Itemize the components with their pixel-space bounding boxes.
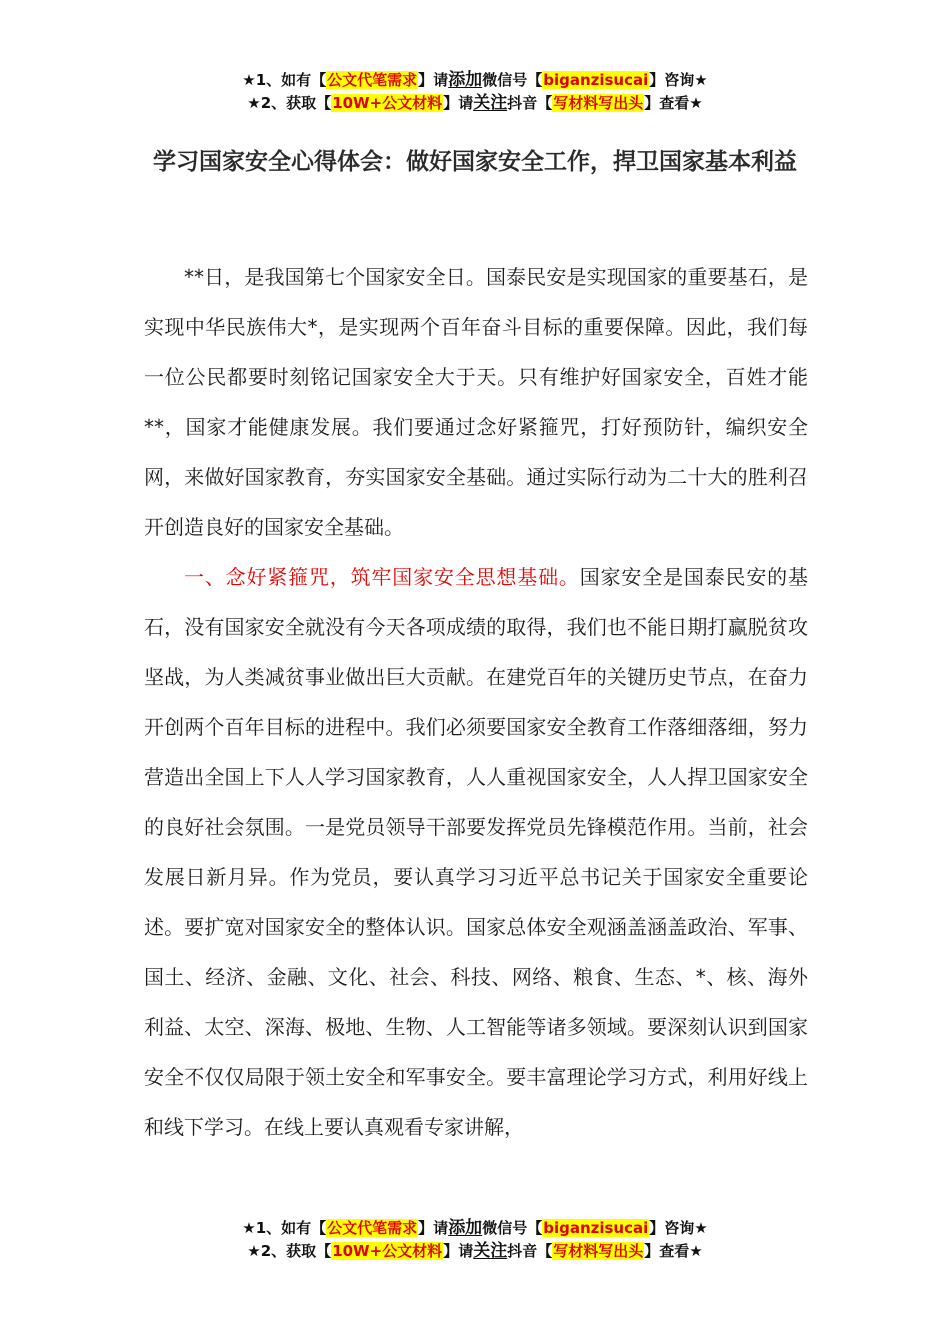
banner-line-2 bbox=[0, 1240, 950, 1263]
banner-line-2 bbox=[0, 92, 950, 115]
banner-line-1 bbox=[0, 1217, 950, 1240]
banner-text: 】请 bbox=[418, 1219, 449, 1237]
banner-emphasis: 关注 bbox=[473, 1241, 508, 1261]
banner-emphasis: 关注 bbox=[473, 93, 508, 113]
banner-text: 】咨询★ bbox=[649, 71, 708, 89]
banner-text: 微信号【 bbox=[482, 71, 543, 89]
banner-text: ★1、如有【 bbox=[242, 71, 327, 89]
banner-line-1 bbox=[0, 69, 950, 92]
banner-emphasis: 添加 bbox=[448, 70, 483, 90]
footer-banner bbox=[0, 1217, 950, 1263]
banner-highlight: 10W+公文材料 bbox=[332, 1242, 443, 1260]
banner-text: 】查看★ bbox=[644, 1242, 703, 1260]
header-banner bbox=[0, 69, 950, 115]
document-body bbox=[144, 252, 808, 1152]
banner-text: 】请 bbox=[418, 71, 449, 89]
banner-highlight: 写材料写出头 bbox=[553, 1242, 644, 1260]
banner-text: 抖音【 bbox=[507, 94, 553, 112]
banner-highlight: 公文代笔需求 bbox=[327, 71, 418, 89]
banner-highlight: biganzisucai bbox=[543, 1219, 649, 1237]
banner-text: ★1、如有【 bbox=[242, 1219, 327, 1237]
banner-text: 】查看★ bbox=[644, 94, 703, 112]
section-text: 国家安全是国泰民安的基石，没有国家安全就没有今天各项成绩的取得，我们也不能日期打赢脱贫攻坚战，为人类减贫事业做出巨大贡献。在建党百年的关键历史节点，在奋力开创两个百年目标的进程中。我们必须要国家安全教育工作落细落细，努力营造出全国上下人人学习国家教育，人人重视国家安全，人人捍卫国家安全的良好社会氛围。一是党员领导干部要发挥党员先锋模范作用。当前，社会发展日新月异。作为党员，要认真学习习近平总书记关于国家安全重要论述。要扩宽对国家安全的整体认识。国家总体安全观涵盖涵盖政治、军事、国土、经济、金融、文化、社会、科技、网络、粮食、生态、*、核、海外利益、太空、深海、极地、生物、人工智能等诸多领域。要深刻认识到国家安全不仅仅局限于领土安全和军事安全。要丰富理论学习方式，利用好线上和线下学习。在线上要认真观看专家讲解， bbox=[144, 565, 809, 1139]
banner-text: ★2、获取【 bbox=[247, 94, 332, 112]
paragraph-section-1 bbox=[144, 552, 808, 1152]
banner-text: ★2、获取【 bbox=[247, 1242, 332, 1260]
banner-highlight: 写材料写出头 bbox=[553, 94, 644, 112]
document-title: 学习国家安全心得体会：做好国家安全工作，捍卫国家基本利益 bbox=[153, 149, 797, 175]
paragraph-intro: **日，是我国第七个国家安全日。国泰民安是实现国家的重要基石，是实现中华民族伟大*，是实现两个百年奋斗目标的重要保障。因此，我们每一位公民都要时刻铭记国家安全大于天。只有维护好国家安全，百姓才能**，国家才能健康发展。我们要通过念好紧箍咒，打好预防针，编织安全网，来做好国家教育，夯实国家安全基础。通过实际行动为二十大的胜利召开创造良好的国家安全基础。 bbox=[144, 265, 808, 539]
banner-text: 】请 bbox=[443, 94, 474, 112]
banner-highlight: biganzisucai bbox=[543, 71, 649, 89]
banner-highlight: 10W+公文材料 bbox=[332, 94, 443, 112]
banner-text: 微信号【 bbox=[482, 1219, 543, 1237]
banner-text: 抖音【 bbox=[507, 1242, 553, 1260]
banner-emphasis: 添加 bbox=[448, 1218, 483, 1238]
banner-text: 】咨询★ bbox=[649, 1219, 708, 1237]
banner-text: 】请 bbox=[443, 1242, 474, 1260]
banner-highlight: 公文代笔需求 bbox=[327, 1219, 418, 1237]
section-heading: 一、念好紧箍咒，筑牢国家安全思想基础。 bbox=[184, 565, 580, 589]
